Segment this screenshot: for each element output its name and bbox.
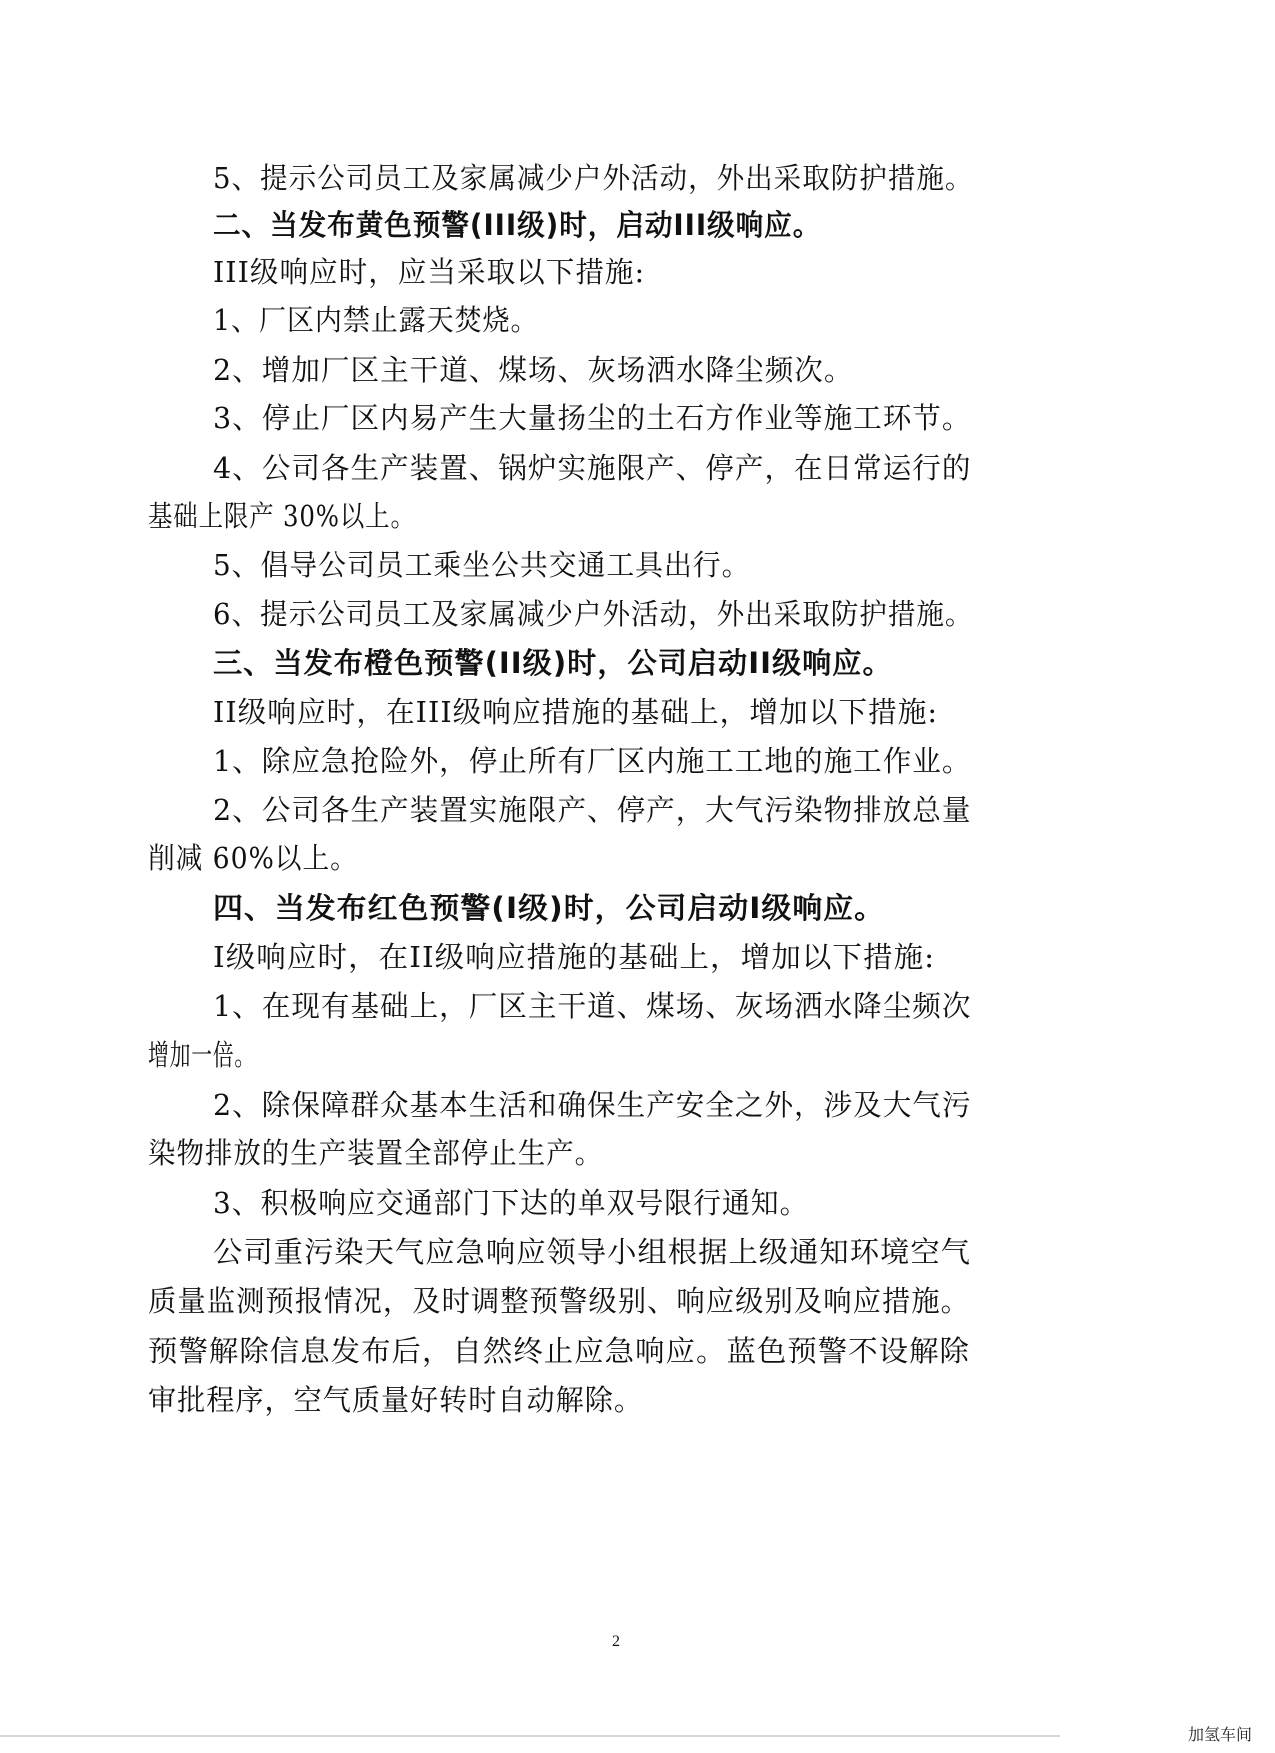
scan-edge-line: [0, 1735, 1060, 1737]
section-heading: 二、当发布黄色预警(III级)时，启动III级响应。: [213, 208, 822, 242]
text-line: 2、公司各生产装置实施限产、停产，大气污染物排放总量: [213, 793, 972, 827]
text-line: 2、增加厂区主干道、煤场、灰场洒水降尘频次。: [213, 353, 854, 387]
text-line: 基础上限产 30%以上。: [148, 499, 416, 533]
text-line: II级响应时，在III级响应措施的基础上，增加以下措施:: [213, 695, 939, 729]
page-number: 2: [612, 1633, 620, 1650]
text-line: 4、公司各生产装置、锅炉实施限产、停产，在日常运行的: [213, 451, 972, 485]
text-line: I级响应时，在II级响应措施的基础上，增加以下措施:: [213, 940, 936, 974]
text-line: 质量监测预报情况，及时调整预警级别、响应级别及响应措施。: [148, 1284, 971, 1318]
text-line: 2、除保障群众基本生活和确保生产安全之外，涉及大气污: [213, 1088, 972, 1122]
text-line: 5、倡导公司员工乘坐公共交通工具出行。: [213, 548, 751, 582]
text-line: 增加一倍。: [148, 1038, 257, 1072]
text-line: 1、除应急抢险外，停止所有厂区内施工工地的施工作业。: [213, 744, 972, 778]
text-line: 审批程序，空气质量好转时自动解除。: [148, 1383, 644, 1417]
text-line: 1、在现有基础上，厂区主干道、煤场、灰场洒水降尘频次: [213, 989, 972, 1023]
text-line: 公司重污染天气应急响应领导小组根据上级通知环境空气: [213, 1235, 972, 1269]
text-line: 1、厂区内禁止露天焚烧。: [213, 303, 539, 337]
text-line: 预警解除信息发布后，自然终止应急响应。蓝色预警不设解除: [148, 1334, 971, 1368]
text-line: 5、提示公司员工及家属减少户外活动，外出采取防护措施。: [213, 161, 974, 195]
text-line: 6、提示公司员工及家属减少户外活动，外出采取防护措施。: [213, 597, 974, 631]
text-line: 染物排放的生产装置全部停止生产。: [148, 1136, 604, 1170]
text-line: 3、积极响应交通部门下达的单双号限行通知。: [213, 1186, 809, 1220]
text-line: III级响应时，应当采取以下措施:: [213, 255, 646, 289]
watermark-label: 加氢车间: [1188, 1725, 1253, 1744]
text-line: 削减 60%以上。: [148, 841, 358, 875]
section-heading: 三、当发布橙色预警(II级)时，公司启动II级响应。: [213, 646, 893, 680]
text-line: 3、停止厂区内易产生大量扬尘的土石方作业等施工环节。: [213, 401, 972, 435]
section-heading: 四、当发布红色预警(I级)时，公司启动I级响应。: [213, 891, 886, 925]
